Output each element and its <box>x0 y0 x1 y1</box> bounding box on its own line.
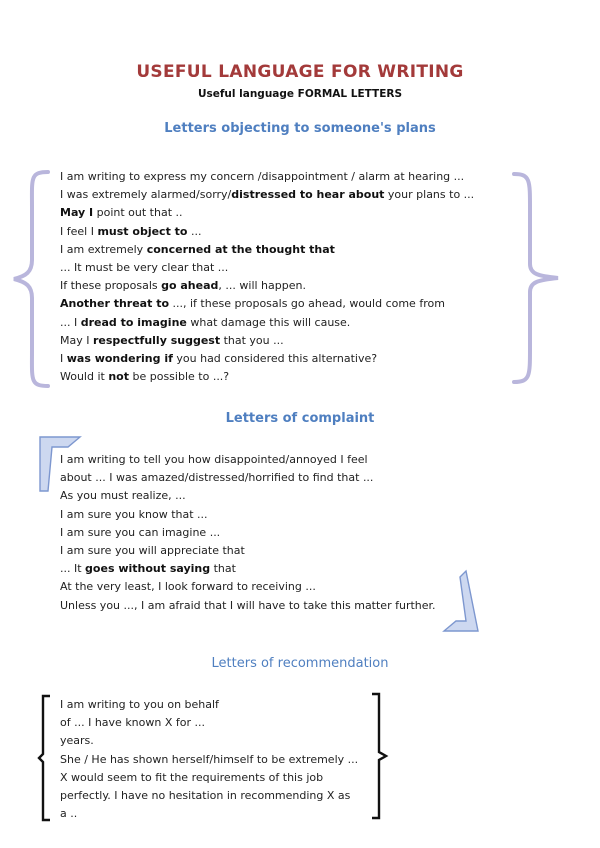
phrase-text: years. <box>60 734 94 748</box>
phrase-text: I <box>60 352 67 366</box>
phrase-text: Would it <box>60 370 109 384</box>
phrase-text: about ... I was amazed/distressed/horrified to find that ... <box>60 471 374 485</box>
right-brace-icon <box>508 170 564 386</box>
phrase-line <box>60 696 358 714</box>
section-heading-recommendation: Letters of recommendation <box>211 656 389 671</box>
bold-phrase: May I <box>60 206 94 220</box>
page-subtitle: Useful language FORMAL LETTERS <box>197 88 403 100</box>
phrase-line <box>60 805 358 823</box>
phrase-line <box>60 241 474 259</box>
section-lines-complaint <box>60 451 436 615</box>
bold-phrase: go ahead <box>161 279 219 293</box>
phrase-text: At the very least, I look forward to receiving ... <box>60 580 316 594</box>
phrase-text: As you must realize, ... <box>60 489 186 503</box>
phrase-text: that you ... <box>220 333 284 347</box>
phrase-line <box>60 368 474 386</box>
corner-arrow-bottom-icon <box>440 567 482 639</box>
phrase-line <box>60 787 358 805</box>
phrase-text: you had considered this alternative? <box>172 352 378 366</box>
bold-phrase: was wondering if <box>66 352 173 366</box>
bold-phrase: respectfully suggest <box>92 333 221 347</box>
phrase-text: ... It <box>60 562 86 576</box>
phrase-text: Unless you ..., I am afraid that I will have to take this matter further. <box>60 598 436 612</box>
phrase-text: I am writing to express my concern /disappointment / alarm at hearing ... <box>60 170 465 183</box>
phrase-line <box>60 350 474 368</box>
phrase-text: your plans to ... <box>384 188 475 202</box>
phrase-line <box>60 597 436 615</box>
section-heading-objecting: Letters objecting to someone's plans <box>164 121 436 136</box>
phrase-text: ... I <box>60 315 81 329</box>
phrase-text: She / He has shown herself/himself to be extremely ... <box>60 752 359 766</box>
phrase-text: ... It must be very clear that ... <box>60 261 229 275</box>
phrase-line <box>60 578 436 596</box>
phrase-text: I am extremely <box>60 242 147 256</box>
bold-phrase: dread to imagine <box>80 315 187 329</box>
bold-phrase: must object to <box>97 224 188 238</box>
phrase-line <box>60 487 436 505</box>
phrase-line <box>60 732 358 750</box>
page-title: USEFUL LANGUAGE FOR WRITING <box>136 62 464 82</box>
phrase-text: I am writing to you on behalf <box>60 698 219 711</box>
phrase-text: , ... will happen. <box>218 279 306 293</box>
phrase-text: I am sure you will appreciate that <box>60 544 245 558</box>
phrase-line <box>60 259 474 277</box>
left-bracket-icon <box>38 694 54 824</box>
phrase-text: perfectly. I have no hesitation in recommending X as <box>60 789 351 803</box>
phrase-text: I was extremely alarmed/sorry/ <box>60 188 232 202</box>
phrase-text: a .. <box>60 807 78 821</box>
phrase-text: point out that .. <box>93 206 183 220</box>
phrase-line <box>60 469 436 487</box>
phrase-text: I feel I <box>60 224 98 238</box>
phrase-line <box>60 524 436 542</box>
phrase-line <box>60 751 358 769</box>
phrase-line <box>60 314 474 332</box>
section-lines-objecting <box>60 168 474 386</box>
phrase-text: If these proposals <box>60 279 162 293</box>
phrase-line <box>60 277 474 295</box>
phrase-text: of ... I have known X for ... <box>60 716 205 730</box>
phrase-line <box>60 186 474 204</box>
phrase-text: I am sure you know that ... <box>60 507 208 521</box>
bold-phrase: not <box>108 370 129 384</box>
section-lines-recommendation <box>60 696 358 823</box>
phrase-line <box>60 714 358 732</box>
bold-phrase: concerned at the thought that <box>146 242 335 256</box>
phrase-text: I am sure you can imagine ... <box>60 525 221 539</box>
phrase-line <box>60 295 474 313</box>
phrase-text: ... <box>187 224 202 238</box>
phrase-text: be possible to ...? <box>129 370 230 384</box>
phrase-line <box>60 223 474 241</box>
phrase-line <box>60 769 358 787</box>
phrase-text: what damage this will cause. <box>186 315 351 329</box>
bold-phrase: distressed to hear about <box>231 188 385 202</box>
phrase-text: I am writing to tell you how disappointed/annoyed I feel <box>60 453 368 466</box>
right-bracket-icon <box>368 692 390 822</box>
left-brace-icon <box>8 168 54 390</box>
phrase-line <box>60 506 436 524</box>
phrase-line <box>60 560 436 578</box>
phrase-line <box>60 542 436 560</box>
bold-phrase: Another threat to <box>60 297 170 311</box>
phrase-text: May I <box>60 333 93 347</box>
phrase-text: X would seem to fit the requirements of this job <box>60 770 324 784</box>
phrase-text: ..., if these proposals go ahead, would come from <box>169 297 445 311</box>
section-heading-complaint: Letters of complaint <box>225 411 375 426</box>
phrase-line <box>60 451 436 469</box>
phrase-line <box>60 332 474 350</box>
phrase-line <box>60 204 474 222</box>
phrase-line <box>60 168 474 186</box>
bold-phrase: goes without saying <box>85 562 211 576</box>
phrase-text: that <box>210 562 236 576</box>
